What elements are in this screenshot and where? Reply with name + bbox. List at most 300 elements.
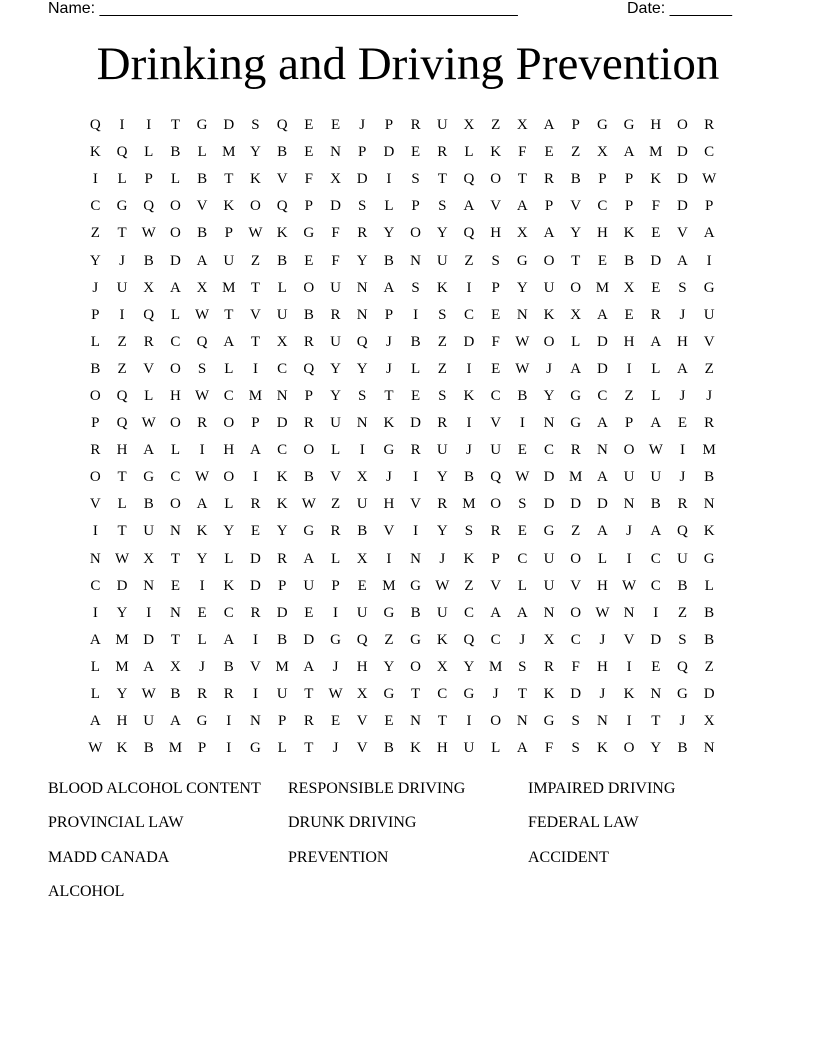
grid-letter[interactable]: B — [410, 333, 421, 350]
grid-letter[interactable]: M — [649, 144, 663, 161]
grid-letter[interactable]: S — [438, 387, 447, 404]
grid-letter[interactable]: E — [304, 144, 314, 161]
grid-letter[interactable]: Z — [384, 631, 394, 648]
grid-letter[interactable]: P — [411, 198, 420, 215]
grid-letter[interactable]: L — [651, 387, 661, 404]
grid-letter[interactable]: D — [143, 631, 155, 648]
grid-letter[interactable]: B — [223, 658, 234, 675]
grid-letter[interactable]: J — [492, 686, 499, 703]
grid-letter[interactable]: B — [143, 252, 154, 269]
grid-letter[interactable]: B — [143, 496, 154, 513]
grid-letter[interactable]: I — [626, 550, 632, 567]
grid-letter[interactable]: B — [677, 740, 688, 757]
grid-letter[interactable]: R — [250, 496, 261, 513]
grid-letter[interactable]: B — [170, 144, 181, 161]
grid-letter[interactable]: Y — [276, 523, 288, 540]
grid-letter[interactable]: P — [304, 198, 314, 215]
grid-letter[interactable]: C — [704, 144, 715, 161]
grid-letter[interactable]: A — [677, 360, 688, 377]
grid-letter[interactable]: E — [304, 604, 314, 621]
grid-letter[interactable]: F — [331, 225, 340, 242]
grid-letter[interactable]: O — [169, 225, 181, 242]
grid-letter[interactable]: M — [222, 144, 236, 161]
grid-letter[interactable]: F — [491, 333, 500, 350]
grid-letter[interactable]: R — [437, 144, 448, 161]
grid-letter[interactable]: A — [650, 333, 662, 350]
grid-letter[interactable]: D — [223, 117, 235, 134]
grid-letter[interactable]: J — [466, 442, 472, 459]
grid-letter[interactable]: U — [650, 469, 662, 486]
grid-letter[interactable]: O — [543, 252, 555, 269]
grid-letter[interactable]: A — [516, 198, 528, 215]
grid-letter[interactable]: I — [519, 415, 525, 432]
grid-letter[interactable]: D — [463, 333, 475, 350]
grid-letter[interactable]: N — [703, 740, 715, 757]
grid-letter[interactable]: H — [436, 740, 448, 757]
grid-letter[interactable]: N — [356, 306, 368, 323]
grid-letter[interactable]: U — [703, 306, 715, 323]
grid-letter[interactable]: S — [411, 279, 420, 296]
grid-letter[interactable]: Q — [116, 144, 128, 161]
grid-letter[interactable]: E — [411, 144, 421, 161]
grid-letter[interactable]: H — [596, 225, 608, 242]
grid-letter[interactable]: D — [169, 252, 181, 269]
grid-letter[interactable]: R — [410, 442, 421, 459]
grid-letter[interactable]: M — [275, 658, 289, 675]
grid-letter[interactable]: J — [359, 117, 366, 134]
grid-letter[interactable]: D — [250, 577, 261, 594]
grid-letter[interactable]: X — [356, 686, 368, 703]
grid-letter[interactable]: L — [224, 550, 234, 567]
grid-letter[interactable]: E — [597, 252, 607, 269]
grid-letter[interactable]: M — [222, 279, 236, 296]
grid-letter[interactable]: A — [703, 225, 715, 242]
grid-letter[interactable]: X — [330, 171, 341, 188]
grid-letter[interactable]: C — [490, 631, 501, 648]
grid-letter[interactable]: Y — [356, 252, 368, 269]
grid-letter[interactable]: L — [224, 496, 234, 513]
grid-letter[interactable]: R — [570, 442, 581, 459]
grid-letter[interactable]: X — [276, 333, 288, 350]
grid-letter[interactable]: O — [223, 469, 235, 486]
grid-letter[interactable]: D — [596, 360, 608, 377]
grid-letter[interactable]: O — [570, 279, 582, 296]
grid-letter[interactable]: L — [277, 740, 287, 757]
grid-letter[interactable]: V — [143, 360, 155, 377]
grid-letter[interactable]: B — [277, 631, 288, 648]
grid-letter[interactable]: J — [599, 686, 606, 703]
grid-letter[interactable]: J — [679, 469, 686, 486]
grid-letter[interactable]: E — [304, 252, 314, 269]
grid-letter[interactable]: P — [384, 306, 394, 323]
grid-letter[interactable]: S — [197, 360, 207, 377]
grid-letter[interactable]: L — [517, 577, 527, 594]
grid-letter[interactable]: B — [303, 306, 314, 323]
grid-letter[interactable]: J — [385, 360, 392, 377]
grid-letter[interactable]: D — [116, 577, 128, 594]
grid-letter[interactable]: V — [196, 198, 208, 215]
grid-letter[interactable]: U — [356, 604, 368, 621]
grid-letter[interactable]: M — [115, 631, 129, 648]
grid-letter[interactable]: L — [330, 442, 341, 459]
grid-letter[interactable]: I — [626, 658, 632, 675]
grid-letter[interactable]: Y — [570, 225, 582, 242]
grid-letter[interactable]: J — [626, 523, 633, 540]
grid-letter[interactable]: I — [146, 117, 152, 134]
grid-letter[interactable]: W — [622, 577, 637, 594]
grid-letter[interactable]: V — [703, 333, 715, 350]
grid-letter[interactable]: B — [383, 252, 394, 269]
grid-letter[interactable]: P — [277, 713, 287, 730]
grid-letter[interactable]: G — [383, 686, 395, 703]
grid-letter[interactable]: C — [650, 577, 661, 594]
grid-letter[interactable]: N — [410, 713, 422, 730]
grid-letter[interactable]: E — [677, 415, 688, 432]
grid-letter[interactable]: S — [571, 713, 580, 730]
grid-letter[interactable]: X — [169, 658, 181, 675]
grid-letter[interactable]: P — [544, 198, 554, 215]
grid-letter[interactable]: Y — [223, 523, 235, 540]
grid-letter[interactable]: G — [677, 686, 688, 703]
grid-letter[interactable]: I — [252, 360, 258, 377]
grid-letter[interactable]: X — [623, 279, 635, 296]
grid-letter[interactable]: R — [677, 496, 688, 513]
grid-letter[interactable]: U — [276, 306, 288, 323]
grid-letter[interactable]: K — [463, 550, 475, 567]
grid-letter[interactable]: Z — [704, 360, 714, 377]
grid-letter[interactable]: B — [170, 686, 181, 703]
grid-letter[interactable]: U — [143, 523, 155, 540]
grid-letter[interactable]: A — [223, 631, 235, 648]
grid-letter[interactable]: N — [330, 144, 341, 161]
grid-letter[interactable]: J — [679, 306, 686, 323]
grid-letter[interactable]: X — [596, 144, 608, 161]
grid-letter[interactable]: I — [466, 360, 472, 377]
grid-letter[interactable]: L — [144, 144, 154, 161]
grid-letter[interactable]: T — [437, 713, 447, 730]
grid-letter[interactable]: U — [276, 686, 288, 703]
grid-letter[interactable]: Z — [250, 252, 261, 269]
grid-letter[interactable]: Z — [491, 117, 501, 134]
grid-letter[interactable]: G — [463, 686, 475, 703]
grid-letter[interactable]: W — [195, 469, 210, 486]
grid-letter[interactable]: C — [463, 306, 474, 323]
grid-letter[interactable]: U — [677, 550, 688, 567]
grid-letter[interactable]: A — [570, 360, 582, 377]
grid-letter[interactable]: X — [436, 658, 448, 675]
grid-letter[interactable]: H — [677, 333, 688, 350]
grid-letter[interactable]: I — [119, 117, 125, 134]
grid-letter[interactable]: Z — [90, 225, 100, 242]
grid-letter[interactable]: K — [276, 469, 288, 486]
grid-letter[interactable]: D — [303, 631, 315, 648]
grid-letter[interactable]: L — [704, 577, 714, 594]
grid-letter[interactable]: G — [543, 713, 555, 730]
grid-letter[interactable]: R — [410, 117, 421, 134]
grid-letter[interactable]: B — [463, 469, 474, 486]
grid-letter[interactable]: K — [623, 225, 635, 242]
grid-letter[interactable]: U — [116, 279, 128, 296]
grid-letter[interactable]: B — [277, 144, 288, 161]
grid-letter[interactable]: F — [518, 144, 527, 161]
grid-letter[interactable]: B — [197, 225, 208, 242]
grid-letter[interactable]: O — [410, 658, 422, 675]
grid-letter[interactable]: O — [303, 442, 315, 459]
grid-letter[interactable]: P — [491, 550, 500, 567]
grid-letter[interactable]: G — [303, 523, 315, 540]
grid-letter[interactable]: W — [515, 469, 530, 486]
grid-letter[interactable]: L — [491, 740, 501, 757]
grid-letter[interactable]: N — [143, 577, 155, 594]
grid-letter[interactable]: W — [515, 333, 530, 350]
grid-letter[interactable]: Y — [383, 225, 395, 242]
grid-letter[interactable]: A — [516, 604, 528, 621]
grid-letter[interactable]: Q — [463, 225, 475, 242]
grid-letter[interactable]: R — [650, 306, 661, 323]
grid-letter[interactable]: G — [623, 117, 635, 134]
grid-letter[interactable]: J — [385, 469, 392, 486]
grid-letter[interactable]: Y — [436, 469, 448, 486]
grid-letter[interactable]: V — [89, 496, 101, 513]
grid-letter[interactable]: I — [146, 604, 152, 621]
grid-letter[interactable]: I — [626, 713, 632, 730]
grid-letter[interactable]: R — [330, 306, 341, 323]
grid-letter[interactable]: U — [356, 496, 368, 513]
grid-letter[interactable]: V — [570, 198, 582, 215]
grid-letter[interactable]: O — [169, 415, 181, 432]
grid-letter[interactable]: R — [143, 333, 154, 350]
grid-letter[interactable]: O — [169, 496, 181, 513]
grid-letter[interactable]: B — [570, 171, 581, 188]
grid-letter[interactable]: I — [199, 577, 205, 594]
grid-letter[interactable]: C — [170, 333, 181, 350]
grid-letter[interactable]: J — [119, 252, 125, 269]
grid-letter[interactable]: A — [169, 713, 181, 730]
grid-letter[interactable]: I — [92, 523, 98, 540]
grid-letter[interactable]: R — [303, 415, 314, 432]
grid-letter[interactable]: O — [570, 550, 582, 567]
grid-letter[interactable]: C — [277, 442, 288, 459]
grid-letter[interactable]: C — [437, 686, 448, 703]
grid-letter[interactable]: B — [517, 387, 528, 404]
grid-letter[interactable]: M — [595, 279, 610, 296]
grid-letter[interactable]: U — [463, 740, 475, 757]
grid-letter[interactable]: R — [437, 496, 448, 513]
grid-letter[interactable]: Y — [330, 360, 341, 377]
grid-letter[interactable]: G — [330, 631, 341, 648]
grid-letter[interactable]: E — [491, 360, 501, 377]
grid-letter[interactable]: Q — [677, 658, 688, 675]
grid-letter[interactable]: M — [569, 469, 583, 486]
grid-letter[interactable]: R — [197, 686, 208, 703]
grid-letter[interactable]: J — [706, 387, 713, 404]
grid-letter[interactable]: N — [516, 713, 528, 730]
grid-letter[interactable]: A — [623, 144, 635, 161]
grid-letter[interactable]: S — [358, 198, 367, 215]
grid-letter[interactable]: T — [384, 387, 394, 404]
grid-letter[interactable]: R — [303, 713, 314, 730]
grid-letter[interactable]: O — [570, 604, 582, 621]
grid-letter[interactable]: O — [623, 740, 635, 757]
grid-letter[interactable]: S — [678, 279, 687, 296]
grid-letter[interactable]: C — [277, 360, 288, 377]
grid-letter[interactable]: Y — [516, 279, 528, 296]
grid-letter[interactable]: Q — [276, 198, 288, 215]
grid-letter[interactable]: A — [303, 658, 315, 675]
grid-letter[interactable]: X — [143, 279, 155, 296]
grid-letter[interactable]: J — [385, 333, 392, 350]
grid-letter[interactable]: P — [571, 117, 580, 134]
grid-letter[interactable]: K — [223, 198, 235, 215]
grid-letter[interactable]: A — [383, 279, 395, 296]
grid-letter[interactable]: H — [623, 333, 635, 350]
grid-letter[interactable]: S — [251, 117, 260, 134]
grid-letter[interactable]: S — [411, 171, 420, 188]
grid-letter[interactable]: W — [195, 387, 210, 404]
grid-letter[interactable]: G — [516, 252, 528, 269]
grid-letter[interactable]: G — [570, 387, 582, 404]
grid-letter[interactable]: I — [92, 604, 98, 621]
grid-letter[interactable]: R — [303, 333, 314, 350]
grid-letter[interactable]: Q — [143, 306, 155, 323]
grid-letter[interactable]: L — [197, 631, 207, 648]
grid-letter[interactable]: S — [678, 631, 687, 648]
grid-letter[interactable]: D — [596, 496, 608, 513]
grid-letter[interactable]: M — [168, 740, 183, 757]
grid-letter[interactable]: X — [356, 550, 368, 567]
grid-letter[interactable]: O — [623, 442, 635, 459]
grid-letter[interactable]: M — [702, 442, 716, 459]
grid-letter[interactable]: K — [223, 577, 235, 594]
grid-letter[interactable]: D — [570, 686, 582, 703]
grid-letter[interactable]: X — [463, 117, 475, 134]
grid-letter[interactable]: W — [248, 225, 263, 242]
grid-letter[interactable]: V — [250, 658, 261, 675]
grid-letter[interactable]: Y — [116, 604, 128, 621]
grid-letter[interactable]: X — [703, 713, 715, 730]
grid-letter[interactable]: E — [411, 387, 421, 404]
date-field[interactable]: Date: _______ — [627, 0, 732, 17]
grid-letter[interactable]: R — [90, 442, 101, 459]
grid-letter[interactable]: U — [223, 252, 235, 269]
grid-letter[interactable]: E — [651, 279, 661, 296]
grid-letter[interactable]: B — [677, 577, 688, 594]
grid-letter[interactable]: H — [169, 387, 181, 404]
grid-letter[interactable]: A — [143, 442, 155, 459]
grid-letter[interactable]: Y — [196, 550, 208, 567]
grid-letter[interactable]: I — [626, 360, 632, 377]
grid-letter[interactable]: F — [331, 252, 340, 269]
grid-letter[interactable]: K — [650, 171, 662, 188]
grid-letter[interactable]: C — [223, 387, 234, 404]
grid-letter[interactable]: I — [386, 550, 392, 567]
grid-letter[interactable]: L — [224, 360, 234, 377]
grid-letter[interactable]: X — [516, 225, 528, 242]
grid-letter[interactable]: J — [199, 658, 206, 675]
grid-letter[interactable]: K — [436, 279, 448, 296]
grid-letter[interactable]: L — [597, 550, 607, 567]
grid-letter[interactable]: K — [596, 740, 608, 757]
grid-letter[interactable]: Q — [463, 171, 475, 188]
grid-letter[interactable]: A — [169, 279, 181, 296]
grid-letter[interactable]: V — [570, 577, 582, 594]
grid-letter[interactable]: C — [463, 604, 474, 621]
grid-letter[interactable]: O — [677, 117, 688, 134]
grid-letter[interactable]: A — [516, 740, 528, 757]
grid-letter[interactable]: W — [301, 496, 316, 513]
grid-letter[interactable]: A — [196, 252, 208, 269]
grid-letter[interactable]: J — [679, 387, 686, 404]
grid-letter[interactable]: C — [544, 442, 555, 459]
grid-letter[interactable]: N — [276, 387, 288, 404]
grid-letter[interactable]: I — [199, 442, 205, 459]
grid-letter[interactable]: T — [304, 686, 314, 703]
grid-letter[interactable]: J — [332, 740, 339, 757]
grid-letter[interactable]: O — [250, 198, 261, 215]
grid-letter[interactable]: P — [331, 577, 340, 594]
grid-letter[interactable]: F — [651, 198, 660, 215]
grid-letter[interactable]: R — [437, 415, 448, 432]
grid-letter[interactable]: G — [383, 442, 395, 459]
grid-letter[interactable]: O — [223, 415, 235, 432]
grid-letter[interactable]: G — [596, 117, 608, 134]
grid-letter[interactable]: G — [196, 117, 208, 134]
grid-letter[interactable]: A — [543, 225, 555, 242]
grid-letter[interactable]: H — [490, 225, 502, 242]
grid-letter[interactable]: P — [91, 306, 100, 323]
grid-letter[interactable]: P — [251, 415, 260, 432]
grid-letter[interactable]: R — [704, 415, 715, 432]
grid-letter[interactable]: O — [303, 279, 315, 296]
grid-letter[interactable]: U — [436, 252, 448, 269]
grid-letter[interactable]: A — [650, 523, 662, 540]
grid-letter[interactable]: D — [410, 415, 422, 432]
grid-letter[interactable]: L — [411, 360, 421, 377]
grid-letter[interactable]: P — [598, 171, 607, 188]
grid-letter[interactable]: N — [356, 415, 368, 432]
grid-letter[interactable]: M — [248, 387, 263, 404]
grid-letter[interactable]: C — [223, 604, 234, 621]
grid-letter[interactable]: Y — [330, 387, 341, 404]
grid-letter[interactable]: P — [358, 144, 367, 161]
grid-letter[interactable]: V — [383, 523, 395, 540]
grid-letter[interactable]: D — [650, 631, 662, 648]
grid-letter[interactable]: U — [143, 713, 155, 730]
grid-letter[interactable]: G — [250, 740, 261, 757]
grid-letter[interactable]: M — [488, 658, 503, 675]
grid-letter[interactable]: A — [223, 333, 235, 350]
grid-letter[interactable]: R — [544, 658, 555, 675]
grid-letter[interactable]: M — [382, 577, 396, 594]
grid-letter[interactable]: Q — [276, 117, 288, 134]
grid-letter[interactable]: K — [89, 144, 101, 161]
grid-letter[interactable]: B — [357, 523, 368, 540]
grid-letter[interactable]: N — [650, 686, 662, 703]
grid-letter[interactable]: W — [114, 550, 130, 567]
grid-letter[interactable]: U — [543, 550, 555, 567]
grid-letter[interactable]: A — [196, 496, 208, 513]
grid-letter[interactable]: E — [517, 523, 527, 540]
grid-letter[interactable]: K — [543, 686, 555, 703]
grid-letter[interactable]: A — [596, 469, 608, 486]
grid-letter[interactable]: Q — [303, 360, 315, 377]
grid-letter[interactable]: O — [490, 713, 502, 730]
grid-letter[interactable]: Q — [490, 469, 502, 486]
grid-letter[interactable]: E — [624, 306, 634, 323]
grid-letter[interactable]: L — [90, 333, 100, 350]
grid-letter[interactable]: W — [141, 415, 156, 432]
grid-letter[interactable]: A — [463, 198, 475, 215]
